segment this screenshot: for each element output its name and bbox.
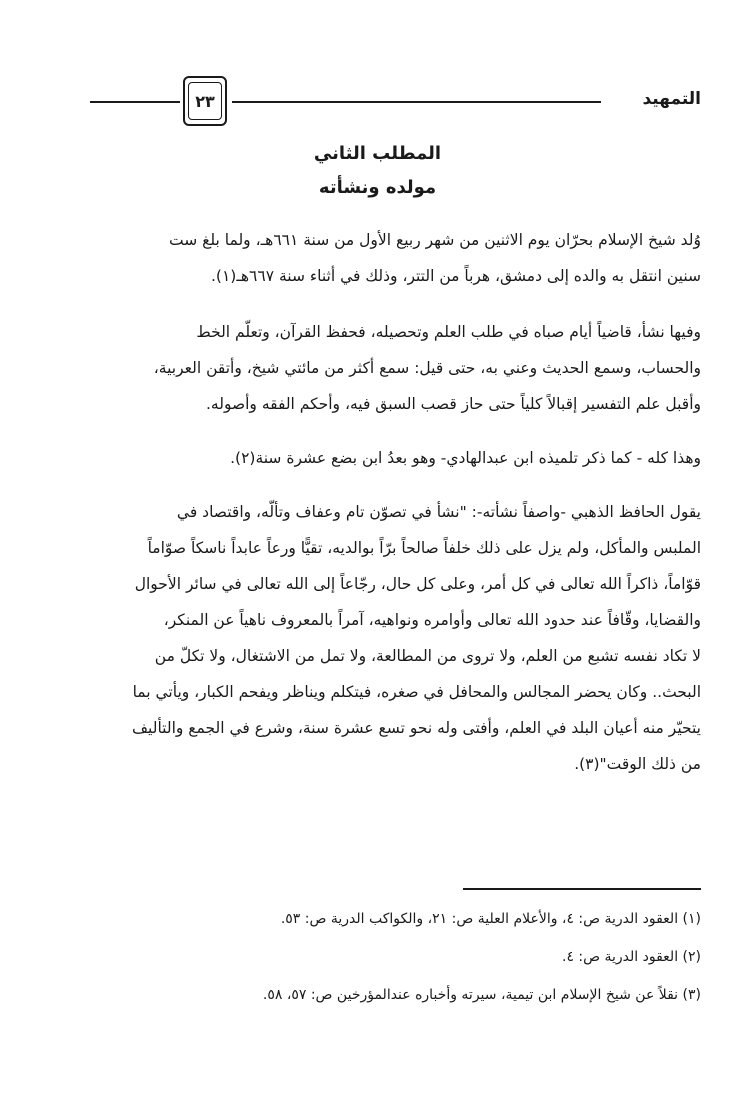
text-line: يقول الحافظ الذهبي -واصفاً نشأته-: "نشأ في تصوّن تام وعفاف وتألّه، واقتصاد في [176, 503, 701, 521]
paragraph [65, 314, 701, 422]
page-number: ٢٣ [195, 92, 215, 111]
text-line: والحساب، وسمع الحديث وعني به، حتى قيل: سمع أكثر من مائتي شيخ، وأتقن العربية، [153, 359, 701, 377]
text-line: لا تكاد نفسه تشبع من العلم، ولا تروى من المطالعة، ولا تمل من الاشتغال، ولا تكلّ من [154, 647, 701, 665]
footnote: (٢) العقود الدرية ص: ٤. [561, 949, 701, 965]
text-line: الملبس والمأكل، ولم يزل على ذلك خلفاً صالحاً برّاً بوالديه، تقيًّا ورعاً عابداً ناسكاً صوّاماً [147, 539, 701, 557]
footnote-separator [463, 888, 701, 890]
text-line: قوّاماً، ذاكراً الله تعالى في كل أمر، وعلى كل حال، رجّاعاً إلى الله تعالى في سائر الأحوال [134, 575, 701, 593]
section-title: مولده ونشأته [318, 177, 437, 198]
text-line: سنين انتقل به والده إلى دمشق، هرباً من التتر، وذلك في أثناء سنة ٦٦٧هـ(١). [210, 267, 701, 285]
running-title: التمهيد [642, 89, 701, 109]
text-line: وهذا كله - كما ذكر تلميذه ابن عبدالهادي- وهو بعدُ ابن بضع عشرة سنة(٢). [230, 449, 701, 467]
text-line: وفيها نشأ، قاضياً أيام صباه في طلب العلم وتحصيله، فحفظ القرآن، وتعلّم الخط [196, 323, 701, 341]
text-line: وُلد شيخ الإسلام بحرّان يوم الاثنين من شهر ربيع الأول من سنة ٦٦١هـ، ولما بلغ ست [169, 231, 701, 249]
footnotes [61, 900, 701, 1014]
section-heading: المطلب الثاني [313, 143, 442, 164]
footnote: (٣) نقلاً عن شيخ الإسلام ابن تيمية، سيرته وأخباره عندالمؤرخين ص: ٥٧، ٥٨. [262, 987, 701, 1003]
header-rule-right [232, 101, 601, 103]
text-line: من ذلك الوقت"(٣). [574, 755, 701, 773]
header-rule-left [90, 101, 180, 103]
paragraph [65, 440, 701, 476]
text-line: البحث.. وكان يحضر المجالس والمحافل في صغره، فيتكلم ويناظر ويفحم الكبار، ويأتي بما [132, 683, 701, 701]
text-line: والقضايا، وقّافاً عند حدود الله تعالى وأوامره ونواهيه، آمراً بالمعروف ناهياً عن المنكر، [163, 611, 701, 629]
page-number-frame [183, 76, 227, 126]
paragraph [65, 494, 701, 782]
text-line: يتحيّر منه أعيان البلد في العلم، وأفتى وله نحو تسع عشرة سنة، وشرع في الجمع والتأليف [132, 719, 701, 737]
footnote: (١) العقود الدرية ص: ٤، والأعلام العلية ص: ٢١، والكواكب الدرية ص: ٥٣. [280, 911, 701, 927]
text-line: وأقبل علم التفسير إقبالاً كلياً حتى حاز قصب السبق فيه، وأحكم الفقه وأصوله. [206, 395, 701, 413]
paragraph [65, 222, 701, 294]
body-text [65, 222, 701, 782]
